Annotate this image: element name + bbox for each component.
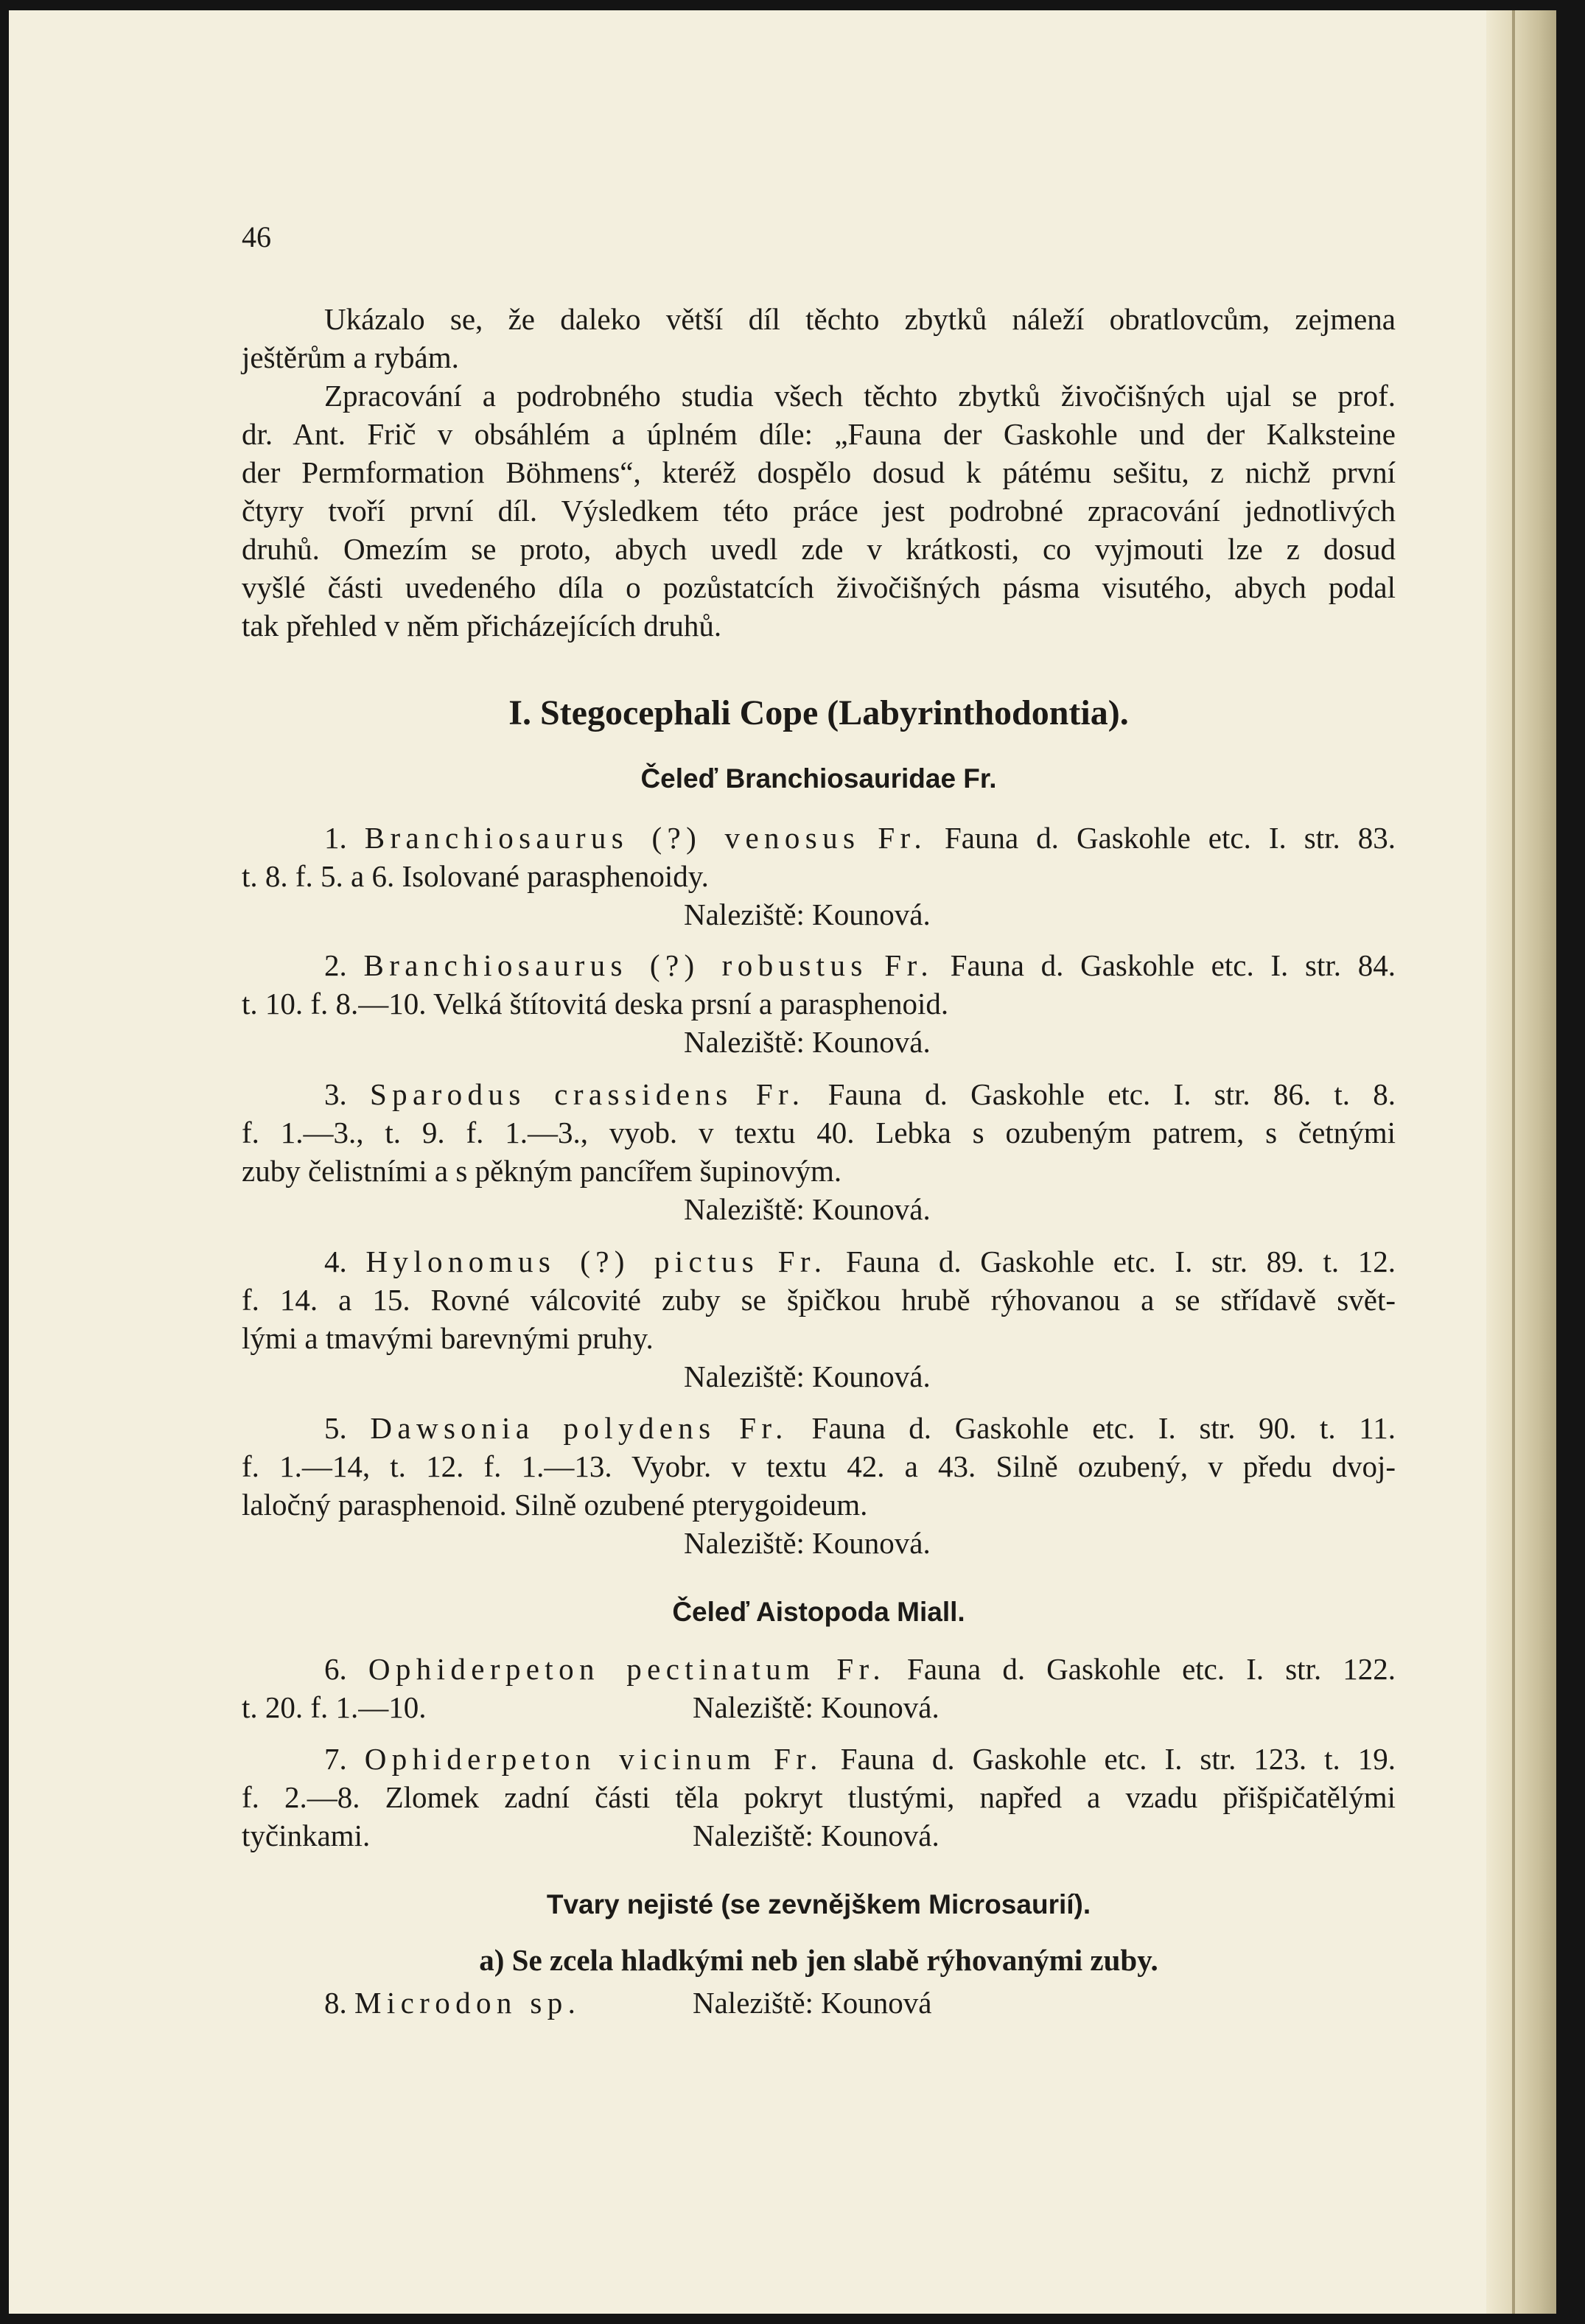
- entry-3-line-2: f. 1.—3., t. 9. f. 1.—3., vyob. v textu 40. Lebka s ozubeným patrem, s četnými: [242, 1116, 1396, 1149]
- entry-7-line-3: tyčinkami.: [242, 1819, 371, 1852]
- intro-p2-line-1: Zpracování a podrobného studia všech těchto zbytků živočišných ujal se prof.: [324, 379, 1396, 413]
- entry-4-reference: Fauna d. Gaskohle etc. I. str. 89. t. 12.: [846, 1245, 1396, 1278]
- entry-5-line-2: f. 1.—14, t. 12. f. 1.—13. Vyobr. v textu 42. a 43. Silně ozubený, v předu dvoj-: [242, 1449, 1396, 1483]
- entry-3-species: Sparodus crassidens: [370, 1077, 733, 1111]
- entry-5-line-3: laločný parasphenoid. Silně ozubené pterygoideum.: [242, 1488, 868, 1522]
- family-heading-branchiosauridae: Čeleď Branchiosauridae Fr.: [640, 763, 997, 794]
- entry-5-locality: Naleziště: Kounová.: [684, 1526, 931, 1560]
- intro-p2-line-3: der Permformation Böhmens“, kteréž dospělo dosud k pátému sešitu, z nichž první: [242, 455, 1396, 489]
- entry-4-author: Fr.: [777, 1245, 828, 1278]
- entry-5-number: 5.: [324, 1411, 347, 1445]
- entry-2-species: Branchiosaurus (?) robustus: [363, 948, 868, 982]
- entry-7-species: Ophiderpeton vicinum: [364, 1742, 757, 1776]
- entry-4-number: 4.: [324, 1245, 347, 1278]
- intro-p2-line-5: druhů. Omezím se proto, abych uvedl zde v krátkosti, co vyjmouti lze z dosud: [242, 532, 1396, 566]
- entry-7-number: 7.: [324, 1742, 347, 1776]
- entry-6-number: 6.: [324, 1652, 347, 1686]
- entry-6-line-2: t. 20. f. 1.—10.: [242, 1690, 427, 1724]
- entry-2-number: 2.: [324, 948, 347, 982]
- entry-5-reference: Fauna d. Gaskohle etc. I. str. 90. t. 11.: [811, 1411, 1396, 1445]
- entry-1-species: Branchiosaurus (?) venosus: [364, 821, 861, 855]
- entry-6-reference: Fauna d. Gaskohle etc. I. str. 122.: [907, 1652, 1396, 1686]
- entry-6-species: Ophiderpeton pectinatum: [368, 1652, 816, 1686]
- entry-2-locality: Naleziště: Kounová.: [684, 1025, 931, 1059]
- entry-6-locality: Naleziště: Kounová.: [693, 1690, 940, 1724]
- entry-8-line-1: [324, 1984, 581, 2022]
- entry-3-line-3: zuby čelistními a s pěkným pancířem šupinovým.: [242, 1154, 842, 1188]
- entry-2-author: Fr.: [884, 948, 934, 982]
- entry-7-line-1: [324, 1740, 1396, 1778]
- entry-1-number: 1.: [324, 821, 347, 855]
- entry-8-species: Microdon sp.: [354, 1986, 581, 2020]
- entry-3-line-1: [324, 1075, 1396, 1113]
- entry-3-number: 3.: [324, 1077, 347, 1111]
- intro-p1-line-1: Ukázalo se, že daleko větší díl těchto zbytků náleží obratlovcům, zejmena: [324, 302, 1396, 336]
- entry-4-line-1: [324, 1242, 1396, 1281]
- entry-3-reference: Fauna d. Gaskohle etc. I. str. 86. t. 8.: [828, 1077, 1396, 1111]
- entry-4-line-2: f. 14. a 15. Rovné válcovité zuby se špičkou hrubě rýhovanou a se střídavě svět-: [242, 1283, 1396, 1317]
- entry-3-locality: Naleziště: Kounová.: [684, 1192, 931, 1226]
- entry-1-locality: Naleziště: Kounová.: [684, 897, 931, 931]
- entry-8-locality: Naleziště: Kounová: [693, 1986, 932, 2020]
- section-title: I. Stegocephali Cope (Labyrinthodontia).: [508, 693, 1129, 732]
- entry-2-reference: Fauna d. Gaskohle etc. I. str. 84.: [950, 948, 1396, 982]
- entry-6-line-1: [324, 1650, 1396, 1688]
- uncertain-forms-heading: Tvary nejisté (se zevnějškem Microsaurií).: [546, 1889, 1091, 1919]
- entry-7-author: Fr.: [774, 1742, 823, 1776]
- family-heading-aistopoda: Čeleď Aistopoda Miall.: [672, 1597, 965, 1627]
- entry-6-author: Fr.: [836, 1652, 886, 1686]
- entry-8-number: 8.: [324, 1986, 347, 2020]
- intro-p2-line-7: tak přehled v něm přicházejících druhů.: [242, 609, 722, 643]
- intro-p2-line-6: vyšlé části uvedeného díla o pozůstatcích živočišných pásma visutého, abych podal: [242, 570, 1396, 604]
- entry-4-line-3: lými a tmavými barevnými pruhy.: [242, 1321, 654, 1355]
- book-page: [9, 10, 1556, 2314]
- page-spine-crease: [1512, 10, 1515, 2314]
- page-spine-shadow: [1486, 10, 1556, 2314]
- entry-1-line-1: [324, 819, 1396, 857]
- entry-5-line-1: [324, 1409, 1396, 1447]
- uncertain-forms-subheading: a) Se zcela hladkými neb jen slabě rýhovanými zuby.: [479, 1943, 1158, 1977]
- entry-5-species: Dawsonia polydens: [370, 1411, 716, 1445]
- entry-4-locality: Naleziště: Kounová.: [684, 1359, 931, 1393]
- entry-5-author: Fr.: [739, 1411, 788, 1445]
- entry-1-reference: Fauna d. Gaskohle etc. I. str. 83.: [944, 821, 1396, 855]
- entry-1-author: Fr.: [878, 821, 927, 855]
- entry-7-locality: Naleziště: Kounová.: [693, 1819, 940, 1852]
- entry-3-author: Fr.: [755, 1077, 805, 1111]
- entry-2-line-1: [324, 946, 1396, 984]
- entry-7-line-2: f. 2.—8. Zlomek zadní části těla pokryt tlustými, napřed a vzadu přišpičatělými: [242, 1780, 1396, 1814]
- entry-7-reference: Fauna d. Gaskohle etc. I. str. 123. t. 19.: [840, 1742, 1396, 1776]
- intro-p2-line-4: čtyry tvoří první díl. Výsledkem této práce jest podrobné zpracování jednotlivých: [242, 494, 1396, 528]
- page-number: 46: [242, 220, 271, 253]
- entry-4-species: Hylonomus (?) pictus: [365, 1245, 760, 1278]
- entry-1-line-2: t. 8. f. 5. a 6. Isolované parasphenoidy.: [242, 859, 709, 893]
- intro-p1-line-2: ještěrům a rybám.: [242, 340, 459, 374]
- intro-p2-line-2: dr. Ant. Frič v obsáhlém a úplném díle: „Fauna der Gaskohle und der Kalksteine: [242, 417, 1396, 451]
- entry-2-line-2: t. 10. f. 8.—10. Velká štítovitá deska prsní a parasphenoid.: [242, 987, 949, 1021]
